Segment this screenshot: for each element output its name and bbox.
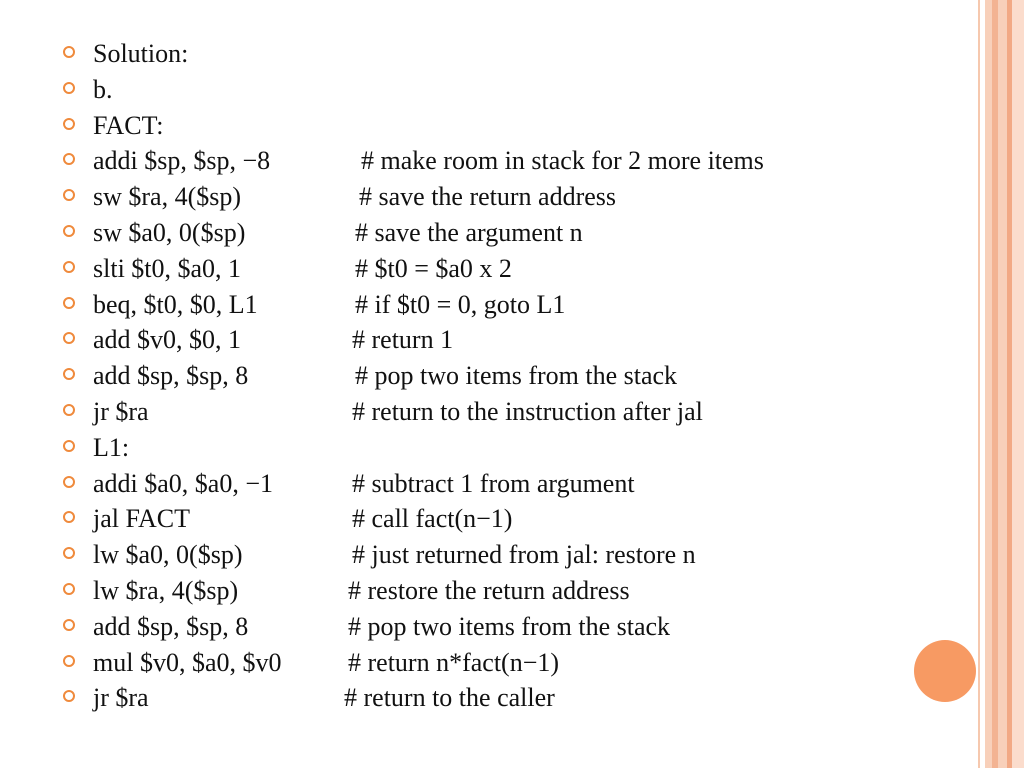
decorative-stripe [985, 0, 992, 768]
comment-text: # $t0 = $a0 x 2 [355, 253, 512, 283]
code-text: beq, $t0, $0, L1 [93, 289, 258, 319]
comment-text: # restore the return address [348, 575, 630, 605]
bullet-icon [63, 440, 75, 452]
comment-text: # return to the instruction after jal [352, 396, 703, 426]
bullet-item [60, 322, 960, 358]
code-text: sw $a0, 0($sp) [93, 217, 246, 247]
comment-text: # just returned from jal: restore n [352, 540, 696, 570]
code-text: FACT: [93, 110, 164, 140]
bullet-item [60, 501, 960, 537]
code-text: addi $sp, $sp, −8 [93, 146, 271, 176]
bullet-item [60, 466, 960, 502]
bullet-item [60, 251, 960, 287]
code-text: add $sp, $sp, 8 [93, 361, 249, 391]
bullet-icon [63, 46, 75, 58]
bullet-item [60, 36, 960, 72]
comment-text: # save the return address [359, 182, 617, 212]
comment-text: # subtract 1 from argument [352, 468, 635, 498]
bullet-item [60, 430, 960, 466]
bullet-item [60, 72, 960, 108]
bullet-item [60, 645, 960, 681]
code-text: slti $t0, $a0, 1 [93, 253, 242, 283]
bullet-icon [63, 118, 75, 130]
bullet-item [60, 680, 960, 716]
bullet-icon [63, 583, 75, 595]
code-text: b. [93, 74, 113, 104]
code-text: L1: [93, 432, 130, 462]
code-text: add $v0, $0, 1 [93, 325, 242, 355]
bullet-icon [63, 655, 75, 667]
code-text: sw $ra, 4($sp) [93, 182, 242, 212]
bullet-item [60, 609, 960, 645]
bullet-item [60, 573, 960, 609]
comment-text: # if $t0 = 0, goto L1 [355, 289, 566, 319]
decorative-stripe [998, 0, 1007, 768]
bullet-icon [63, 153, 75, 165]
bullet-item [60, 358, 960, 394]
code-text: jr $ra [93, 683, 149, 713]
comment-text: # return to the caller [344, 683, 555, 713]
decorative-stripe [1012, 0, 1024, 768]
decorative-stripe [978, 0, 980, 768]
code-text: add $sp, $sp, 8 [93, 611, 249, 641]
code-text: addi $a0, $a0, −1 [93, 468, 274, 498]
bullet-item [60, 287, 960, 323]
bullet-item [60, 108, 960, 144]
bullet-icon [63, 368, 75, 380]
bullet-icon [63, 619, 75, 631]
bullet-icon [63, 332, 75, 344]
bullet-icon [63, 547, 75, 559]
code-text: jr $ra [93, 396, 149, 426]
comment-text: # call fact(n−1) [352, 504, 513, 534]
bullet-item [60, 215, 960, 251]
code-text: Solution: [93, 39, 189, 68]
code-text: lw $ra, 4($sp) [93, 575, 239, 605]
bullet-icon [63, 82, 75, 94]
comment-text: # pop two items from the stack [348, 611, 671, 641]
bullet-list [60, 36, 960, 716]
bullet-icon [63, 690, 75, 702]
comment-text: # return n*fact(n−1) [348, 647, 560, 677]
comment-text: # make room in stack for 2 more items [361, 146, 764, 176]
comment-text: # save the argument n [355, 217, 583, 247]
code-text: jal FACT [93, 504, 191, 534]
bullet-item [60, 537, 960, 573]
bullet-icon [63, 225, 75, 237]
code-text: mul $v0, $a0, $v0 [93, 647, 282, 677]
bullet-icon [63, 297, 75, 309]
bullet-item [60, 394, 960, 430]
bullet-icon [63, 261, 75, 273]
comment-text: # pop two items from the stack [355, 361, 678, 391]
bullet-icon [63, 511, 75, 523]
bullet-item [60, 143, 960, 179]
comment-text: # return 1 [352, 325, 454, 355]
bullet-icon [63, 404, 75, 416]
code-text: lw $a0, 0($sp) [93, 540, 243, 570]
bullet-item [60, 179, 960, 215]
bullet-icon [63, 189, 75, 201]
bullet-icon [63, 476, 75, 488]
